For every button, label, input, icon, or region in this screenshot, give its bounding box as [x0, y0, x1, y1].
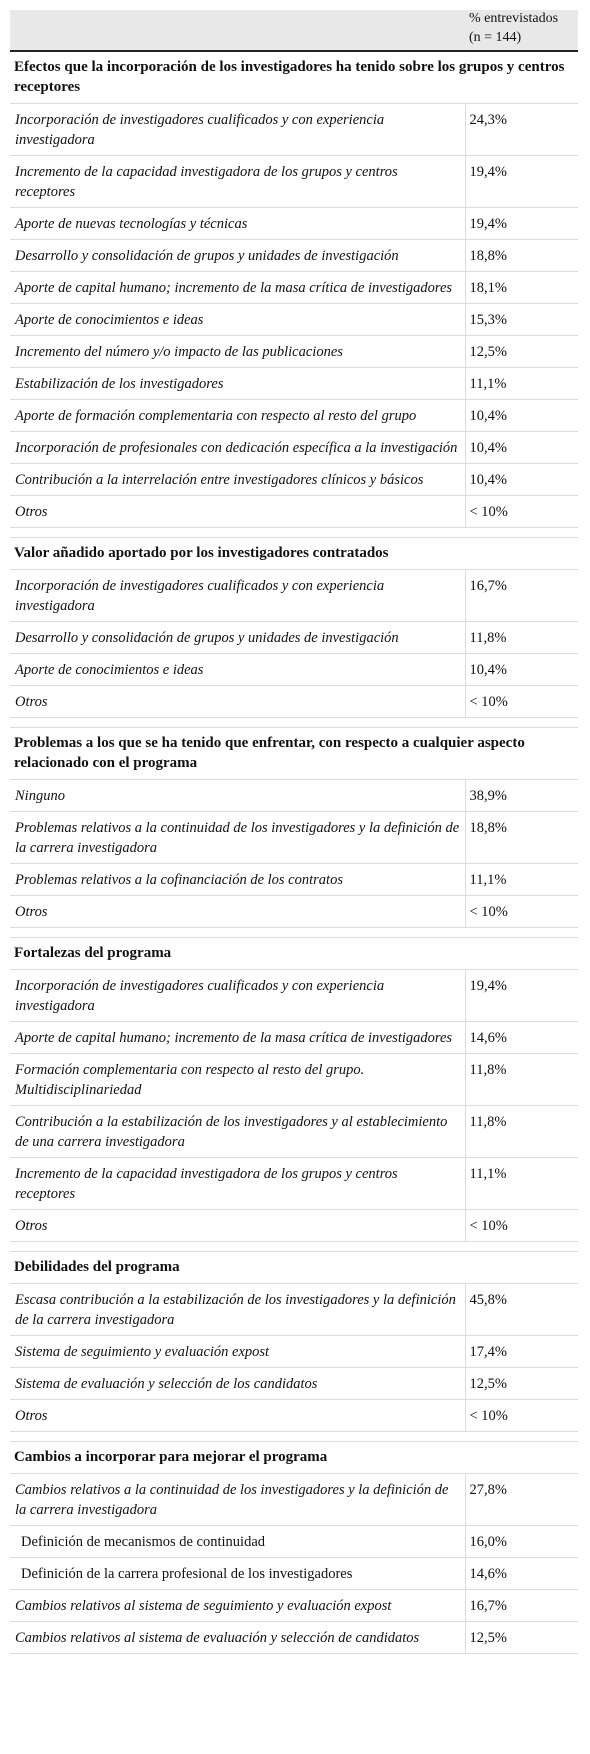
row-percentage: 10,4% [465, 464, 578, 496]
row-label: Aporte de capital humano; incremento de la masa crítica de investigadores [10, 272, 465, 304]
row-percentage: 38,9% [465, 780, 578, 812]
table-row [10, 368, 578, 400]
row-label: Incorporación de investigadores cualificados y con experiencia investigadora [10, 570, 465, 622]
row-label: Contribución a la estabilización de los investigadores y al establecimiento de una carrera investigadora [10, 1106, 465, 1158]
row-label: Otros [10, 686, 465, 718]
table-row [10, 970, 578, 1022]
table-row [10, 896, 578, 928]
table-row [10, 654, 578, 686]
table-row [10, 1022, 578, 1054]
section-spacer [10, 1242, 578, 1252]
row-label: Otros [10, 1210, 465, 1242]
section-spacer-cell [10, 528, 578, 538]
table-row [10, 1400, 578, 1432]
row-percentage: 14,6% [465, 1022, 578, 1054]
row-percentage: 11,8% [465, 1106, 578, 1158]
row-label: Cambios relativos al sistema de seguimiento y evaluación expost [10, 1590, 465, 1622]
row-label: Contribución a la interrelación entre investigadores clínicos y básicos [10, 464, 465, 496]
row-label: Otros [10, 496, 465, 528]
row-percentage: 19,4% [465, 156, 578, 208]
table-row [10, 1558, 578, 1590]
section-title: Valor añadido aportado por los investigadores contratados [10, 538, 578, 570]
table-row [10, 1336, 578, 1368]
table-body [10, 51, 578, 1654]
row-label: Aporte de conocimientos e ideas [10, 654, 465, 686]
table-row [10, 1590, 578, 1622]
row-label: Sistema de seguimiento y evaluación expost [10, 1336, 465, 1368]
table-header [10, 10, 578, 51]
table-row [10, 240, 578, 272]
row-label: Aporte de nuevas tecnologías y técnicas [10, 208, 465, 240]
row-percentage: 12,5% [465, 1368, 578, 1400]
header-col-percentage [465, 10, 578, 51]
row-label: Incorporación de profesionales con dedicación específica a la investigación [10, 432, 465, 464]
table-row [10, 622, 578, 654]
table-row [10, 464, 578, 496]
row-label: Aporte de conocimientos e ideas [10, 304, 465, 336]
section-header-row [10, 538, 578, 570]
row-label: Desarrollo y consolidación de grupos y unidades de investigación [10, 622, 465, 654]
header-row [10, 10, 578, 51]
row-percentage: 14,6% [465, 1558, 578, 1590]
row-label: Ninguno [10, 780, 465, 812]
table-row [10, 208, 578, 240]
section-header-row [10, 1442, 578, 1474]
section-spacer [10, 718, 578, 728]
header-col-label [10, 10, 465, 51]
row-percentage: < 10% [465, 1400, 578, 1432]
table-row [10, 1054, 578, 1106]
table-row [10, 1106, 578, 1158]
row-label: Aporte de formación complementaria con respecto al resto del grupo [10, 400, 465, 432]
table-row [10, 686, 578, 718]
row-percentage: 24,3% [465, 104, 578, 156]
row-percentage: 11,8% [465, 622, 578, 654]
header-pct-line2: (n = 144) [469, 29, 522, 45]
row-label: Definición de la carrera profesional de los investigadores [10, 1558, 465, 1590]
row-label: Cambios relativos al sistema de evaluación y selección de candidatos [10, 1622, 465, 1654]
row-label: Desarrollo y consolidación de grupos y unidades de investigación [10, 240, 465, 272]
section-header-row [10, 938, 578, 970]
table-row [10, 272, 578, 304]
row-percentage: 11,1% [465, 368, 578, 400]
row-label: Otros [10, 1400, 465, 1432]
header-pct-line1: % entrevistados [469, 11, 559, 26]
row-percentage: 19,4% [465, 970, 578, 1022]
section-spacer-cell [10, 928, 578, 938]
table-row [10, 496, 578, 528]
section-title: Cambios a incorporar para mejorar el programa [10, 1442, 578, 1474]
row-percentage: 16,0% [465, 1526, 578, 1558]
table-row [10, 570, 578, 622]
survey-results-table [10, 10, 578, 1654]
row-percentage: 18,8% [465, 812, 578, 864]
row-label: Incremento del número y/o impacto de las publicaciones [10, 336, 465, 368]
section-header-row [10, 51, 578, 104]
table-row [10, 304, 578, 336]
row-label: Definición de mecanismos de continuidad [10, 1526, 465, 1558]
row-percentage: 11,1% [465, 864, 578, 896]
row-percentage: 16,7% [465, 570, 578, 622]
row-percentage: 17,4% [465, 1336, 578, 1368]
row-percentage: 27,8% [465, 1474, 578, 1526]
row-label: Estabilización de los investigadores [10, 368, 465, 400]
table-row [10, 864, 578, 896]
row-percentage: 12,5% [465, 336, 578, 368]
table-row [10, 432, 578, 464]
section-spacer-cell [10, 1432, 578, 1442]
table-row [10, 1622, 578, 1654]
row-label: Problemas relativos a la continuidad de los investigadores y la definición de la carrera investigadora [10, 812, 465, 864]
row-percentage: < 10% [465, 686, 578, 718]
row-label: Otros [10, 896, 465, 928]
row-percentage: 10,4% [465, 400, 578, 432]
row-percentage: 19,4% [465, 208, 578, 240]
section-header-row [10, 1252, 578, 1284]
table-row [10, 1526, 578, 1558]
row-percentage: < 10% [465, 496, 578, 528]
table-row [10, 1284, 578, 1336]
row-percentage: 12,5% [465, 1622, 578, 1654]
row-percentage: 10,4% [465, 654, 578, 686]
section-spacer [10, 1432, 578, 1442]
table-row [10, 780, 578, 812]
table-row [10, 1368, 578, 1400]
section-spacer [10, 528, 578, 538]
row-percentage: 11,1% [465, 1158, 578, 1210]
row-label: Incorporación de investigadores cualificados y con experiencia investigadora [10, 970, 465, 1022]
table-row [10, 1474, 578, 1526]
section-spacer-cell [10, 718, 578, 728]
section-spacer-cell [10, 1242, 578, 1252]
table-row [10, 1158, 578, 1210]
section-title: Debilidades del programa [10, 1252, 578, 1284]
row-label: Incremento de la capacidad investigadora de los grupos y centros receptores [10, 156, 465, 208]
section-header-row [10, 728, 578, 780]
row-percentage: < 10% [465, 1210, 578, 1242]
row-percentage: 15,3% [465, 304, 578, 336]
row-label: Cambios relativos a la continuidad de los investigadores y la definición de la carrera investigadora [10, 1474, 465, 1526]
row-label: Problemas relativos a la cofinanciación de los contratos [10, 864, 465, 896]
row-percentage: 10,4% [465, 432, 578, 464]
row-percentage: 11,8% [465, 1054, 578, 1106]
row-label: Sistema de evaluación y selección de los candidatos [10, 1368, 465, 1400]
row-percentage: 18,8% [465, 240, 578, 272]
row-label: Incorporación de investigadores cualificados y con experiencia investigadora [10, 104, 465, 156]
table-row [10, 1210, 578, 1242]
table-row [10, 400, 578, 432]
row-label: Escasa contribución a la estabilización de los investigadores y la definición de la carrera investigadora [10, 1284, 465, 1336]
row-percentage: < 10% [465, 896, 578, 928]
row-label: Aporte de capital humano; incremento de la masa crítica de investigadores [10, 1022, 465, 1054]
row-label: Incremento de la capacidad investigadora de los grupos y centros receptores [10, 1158, 465, 1210]
table-row [10, 812, 578, 864]
section-title: Fortalezas del programa [10, 938, 578, 970]
row-label: Formación complementaria con respecto al resto del grupo. Multidisciplinariedad [10, 1054, 465, 1106]
row-percentage: 45,8% [465, 1284, 578, 1336]
section-title: Efectos que la incorporación de los investigadores ha tenido sobre los grupos y centros receptores [10, 51, 578, 104]
section-title: Problemas a los que se ha tenido que enfrentar, con respecto a cualquier aspecto relacionado con el programa [10, 728, 578, 780]
row-percentage: 18,1% [465, 272, 578, 304]
section-spacer [10, 928, 578, 938]
row-percentage: 16,7% [465, 1590, 578, 1622]
table-row [10, 156, 578, 208]
table-row [10, 104, 578, 156]
table-row [10, 336, 578, 368]
